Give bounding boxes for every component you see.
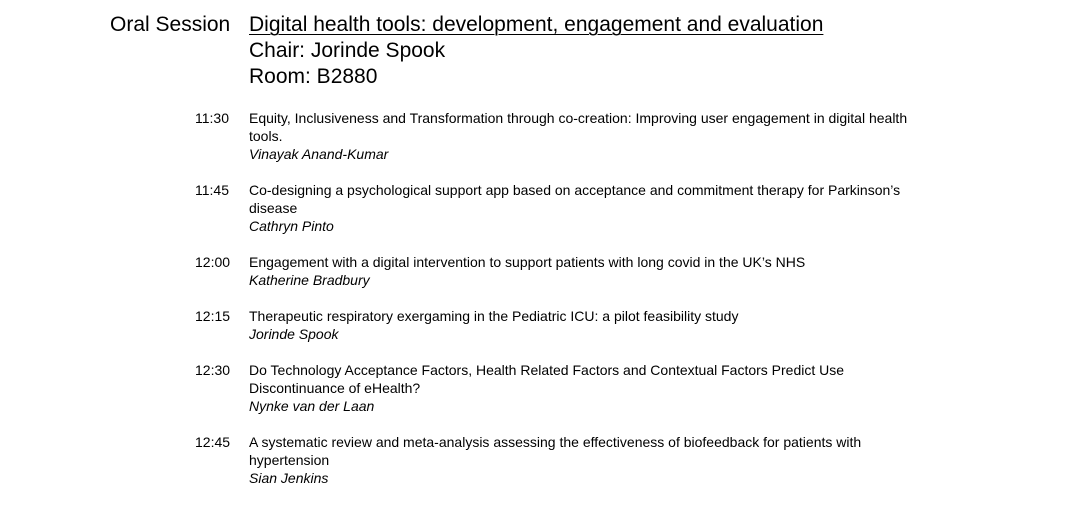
talk-item [0, 181, 1080, 235]
talk-title: A systematic review and meta-analysis assessing the effectiveness of biofeedback for patients with hypertension [249, 434, 862, 468]
talk-details [249, 181, 909, 235]
talk-author: Sian Jenkins [249, 470, 329, 486]
talk-item [0, 253, 1080, 289]
session-title-link[interactable]: Digital health tools: development, engagement and evaluation [249, 13, 824, 36]
talk-list [0, 109, 1080, 505]
talk-item [0, 361, 1080, 415]
session-room: Room: B2880 [249, 65, 378, 88]
talk-time: 12:15 [195, 308, 231, 324]
talk-author: Jorinde Spook [249, 326, 339, 342]
talk-item [0, 109, 1080, 163]
talk-author: Nynke van der Laan [249, 398, 375, 414]
session-chair: Chair: Jorinde Spook [249, 39, 446, 62]
talk-details [249, 361, 909, 415]
talk-item [0, 307, 1080, 343]
talk-title: Co-designing a psychological support app based on acceptance and commitment therapy for Parkinson’s disease [249, 182, 901, 216]
talk-title: Therapeutic respiratory exergaming in the Pediatric ICU: a pilot feasibility study [249, 308, 739, 324]
talk-details [249, 433, 909, 487]
talk-title: Engagement with a digital intervention to support patients with long covid in the UK’s NHS [249, 254, 806, 270]
session-type-label: Oral Session [110, 13, 231, 36]
talk-author: Katherine Bradbury [249, 272, 370, 288]
talk-details [249, 307, 909, 343]
talk-title: Equity, Inclusiveness and Transformation through co-creation: Improving user engagement in digital health tools. [249, 110, 908, 144]
session-header [249, 12, 823, 90]
talk-title: Do Technology Acceptance Factors, Health Related Factors and Contextual Factors Predict Use Discontinuance of eHealth? [249, 362, 845, 396]
talk-time: 12:30 [195, 362, 231, 378]
talk-item [0, 433, 1080, 487]
talk-details [249, 253, 909, 289]
talk-time: 11:45 [195, 182, 229, 198]
talk-time: 12:45 [195, 434, 231, 450]
talk-author: Vinayak Anand-Kumar [249, 146, 389, 162]
talk-details [249, 109, 909, 163]
talk-time: 11:30 [195, 110, 229, 126]
talk-author: Cathryn Pinto [249, 218, 334, 234]
talk-time: 12:00 [195, 254, 231, 270]
